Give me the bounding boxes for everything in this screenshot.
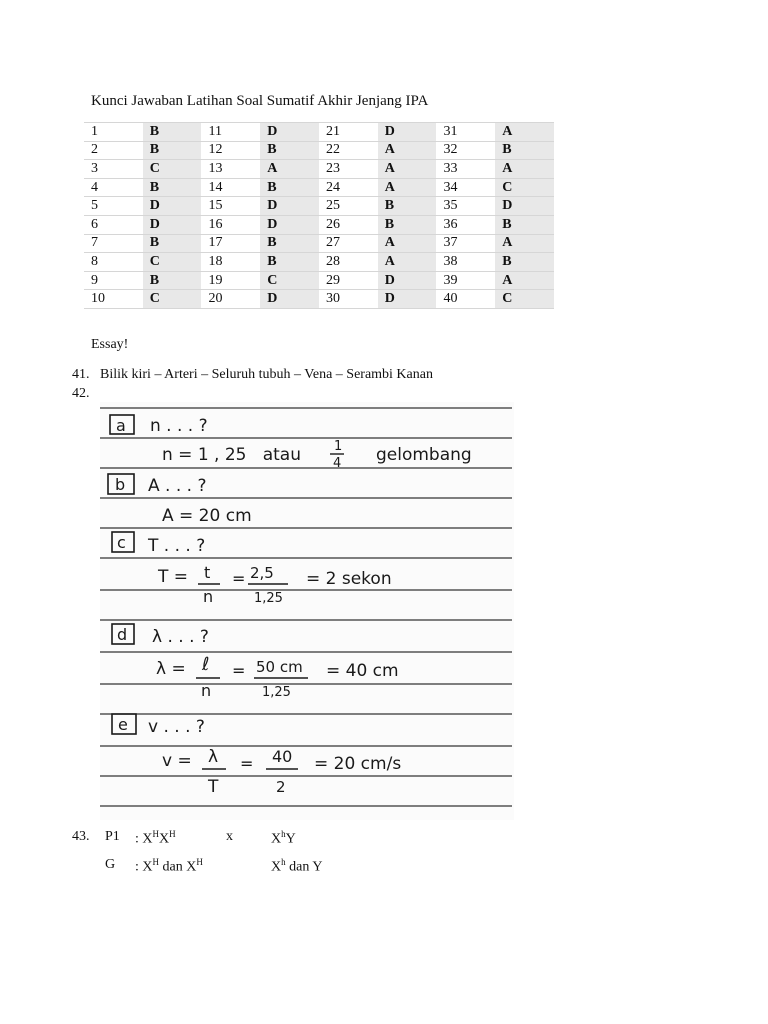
part-e-frac2-den: 2 (276, 778, 286, 796)
g-female-sup1: H (152, 857, 159, 867)
part-d-frac2-num: 50 cm (256, 658, 303, 676)
table-row (84, 234, 554, 253)
answer-cell: C (495, 290, 554, 309)
handwritten-answer-svg (100, 402, 514, 820)
answer-cell: B (260, 253, 319, 272)
question-number-cell: 23 (319, 160, 378, 179)
part-c-frac1-den: n (203, 587, 214, 606)
answer-cell: B (495, 253, 554, 272)
g-male-sup: h (281, 857, 286, 867)
table-row (84, 215, 554, 234)
question-number-cell: 12 (201, 141, 260, 160)
answer-cell: D (495, 197, 554, 216)
part-c-label: c (117, 533, 126, 552)
answer-cell: B (143, 123, 202, 142)
question-number-cell: 35 (436, 197, 495, 216)
question-number-cell: 4 (84, 178, 143, 197)
answer-cell: C (143, 160, 202, 179)
part-c-frac2-num: 2,5 (250, 564, 274, 582)
answer-cell: A (260, 160, 319, 179)
answer-cell: D (260, 197, 319, 216)
table-row (84, 253, 554, 272)
question-number-cell: 6 (84, 215, 143, 234)
question-number-cell: 18 (201, 253, 260, 272)
part-d-result: = 40 cm (326, 661, 399, 681)
part-c-result: = 2 sekon (306, 569, 392, 589)
question-number-cell: 32 (436, 141, 495, 160)
question-number-cell: 38 (436, 253, 495, 272)
question-43-number: 43. (72, 829, 90, 844)
part-d-frac2-den: 1,25 (262, 685, 291, 700)
part-e-lhs: v = (162, 751, 192, 771)
question-number-cell: 25 (319, 197, 378, 216)
question-number-cell: 20 (201, 290, 260, 309)
answer-cell: A (495, 160, 554, 179)
p1-male-sup: h (281, 829, 286, 839)
question-number-cell: 8 (84, 253, 143, 272)
answer-cell: D (260, 290, 319, 309)
p1-female-genotype (135, 829, 176, 848)
question-number-cell: 40 (436, 290, 495, 309)
answer-key-table (84, 122, 554, 309)
question-number-cell: 17 (201, 234, 260, 253)
answer-cell: A (495, 234, 554, 253)
question-number-cell: 19 (201, 271, 260, 290)
table-row (84, 290, 554, 309)
part-e-frac2-num: 40 (272, 747, 293, 766)
p1-male-genotype (271, 829, 296, 848)
part-e-frac1-den: T (208, 777, 219, 797)
part-a-question: n . . . ? (150, 416, 208, 436)
answer-cell: A (378, 178, 437, 197)
answer-cell: D (143, 197, 202, 216)
question-number-cell: 2 (84, 141, 143, 160)
answer-cell: D (378, 271, 437, 290)
question-number-cell: 26 (319, 215, 378, 234)
part-c-frac1-num: t (204, 563, 211, 582)
answer-cell: A (378, 253, 437, 272)
question-number-cell: 31 (436, 123, 495, 142)
part-d-eq: = (232, 661, 246, 680)
table-row (84, 160, 554, 179)
cross-symbol: x (226, 829, 233, 844)
question-number-cell: 15 (201, 197, 260, 216)
answer-cell: B (143, 178, 202, 197)
part-e-label: e (118, 715, 128, 734)
answer-cell: A (378, 141, 437, 160)
answer-cell: B (143, 271, 202, 290)
question-41-answer: Bilik kiri – Arteri – Seluruh tubuh – Vena – Serambi Kanan (100, 367, 433, 382)
question-number-cell: 22 (319, 141, 378, 160)
p1-female-sup2: H (169, 829, 176, 839)
answer-cell: B (495, 141, 554, 160)
answer-cell: D (260, 123, 319, 142)
g-male-x: X (271, 859, 282, 875)
question-number-cell: 7 (84, 234, 143, 253)
part-a-answer-suffix: gelombang (376, 445, 472, 465)
answer-cell: C (143, 290, 202, 309)
question-number-cell: 34 (436, 178, 495, 197)
part-a-fraction-den: 4 (333, 456, 342, 471)
part-a-fraction-num: 1 (334, 439, 343, 454)
question-number-cell: 28 (319, 253, 378, 272)
page-title: Kunci Jawaban Latihan Soal Sumatif Akhir Jenjang IPA (91, 93, 429, 109)
question-number-cell: 30 (319, 290, 378, 309)
table-row (84, 141, 554, 160)
g-female-mid: dan X (159, 859, 197, 875)
part-d-lhs: λ = (156, 659, 186, 679)
answer-cell: B (260, 178, 319, 197)
p1-female-mid: X (159, 831, 170, 847)
answer-cell: A (495, 123, 554, 142)
part-d-label: d (117, 625, 128, 644)
question-number-cell: 14 (201, 178, 260, 197)
part-e-result: = 20 cm/s (314, 754, 402, 774)
answer-cell: B (260, 234, 319, 253)
handwritten-answer-image (100, 402, 514, 820)
p1-male-x: X (271, 831, 282, 847)
p1-female-sup1: H (152, 829, 159, 839)
question-number-cell: 16 (201, 215, 260, 234)
answer-cell: A (378, 234, 437, 253)
answer-cell: C (495, 178, 554, 197)
question-number-cell: 21 (319, 123, 378, 142)
table-row (84, 197, 554, 216)
g-female-prefix: : X (135, 859, 153, 875)
question-number-cell: 27 (319, 234, 378, 253)
table-row (84, 123, 554, 142)
p1-label: P1 (105, 829, 120, 844)
g-male-gametes (271, 857, 322, 876)
question-number-cell: 10 (84, 290, 143, 309)
answer-cell: B (378, 215, 437, 234)
answer-cell: B (378, 197, 437, 216)
question-number-cell: 24 (319, 178, 378, 197)
answer-cell: D (143, 215, 202, 234)
answer-cell: C (143, 253, 202, 272)
answer-cell: A (378, 160, 437, 179)
part-d-question: λ . . . ? (152, 627, 209, 647)
g-male-end: dan Y (285, 859, 323, 875)
question-number-cell: 37 (436, 234, 495, 253)
question-number-cell: 1 (84, 123, 143, 142)
part-e-question: v . . . ? (148, 717, 205, 737)
question-number-cell: 36 (436, 215, 495, 234)
g-label: G (105, 857, 116, 872)
question-number-cell: 3 (84, 160, 143, 179)
table-row (84, 271, 554, 290)
part-e-eq: = (240, 754, 254, 773)
part-c-frac2-den: 1,25 (254, 591, 283, 606)
ruled-lines (100, 408, 512, 806)
question-42-number: 42. (72, 386, 90, 401)
question-number-cell: 5 (84, 197, 143, 216)
answer-cell: D (260, 215, 319, 234)
table-row (84, 178, 554, 197)
answer-cell: D (378, 290, 437, 309)
answer-cell: A (495, 271, 554, 290)
part-a-label: a (116, 416, 126, 435)
answer-cell: C (260, 271, 319, 290)
answer-cell: B (143, 234, 202, 253)
answer-cell: B (495, 215, 554, 234)
part-b-answer: A = 20 cm (162, 506, 252, 526)
answer-cell: D (378, 123, 437, 142)
question-number-cell: 29 (319, 271, 378, 290)
part-c-eq: = (232, 569, 246, 588)
part-d-frac1-den: n (201, 681, 212, 700)
part-b-label: b (115, 475, 126, 494)
part-c-question: T . . . ? (148, 536, 206, 556)
question-number-cell: 33 (436, 160, 495, 179)
answer-cell: B (260, 141, 319, 160)
question-number-cell: 11 (201, 123, 260, 142)
question-number-cell: 39 (436, 271, 495, 290)
p1-male-end: Y (285, 831, 296, 847)
p1-female-prefix: : X (135, 831, 153, 847)
essay-heading: Essay! (91, 337, 129, 352)
question-41 (72, 367, 433, 383)
part-e-frac1-num: λ (208, 747, 219, 767)
answer-cell: B (143, 141, 202, 160)
question-number-cell: 9 (84, 271, 143, 290)
part-d-frac1-num: ℓ (202, 654, 210, 675)
part-c-lhs: T = (158, 567, 189, 587)
question-number-cell: 13 (201, 160, 260, 179)
question-number: 41. (72, 367, 90, 382)
part-b-question: A . . . ? (148, 476, 207, 496)
g-female-gametes (135, 857, 203, 876)
g-female-sup2: H (196, 857, 203, 867)
part-a-answer: n = 1 , 25 atau (162, 445, 301, 465)
